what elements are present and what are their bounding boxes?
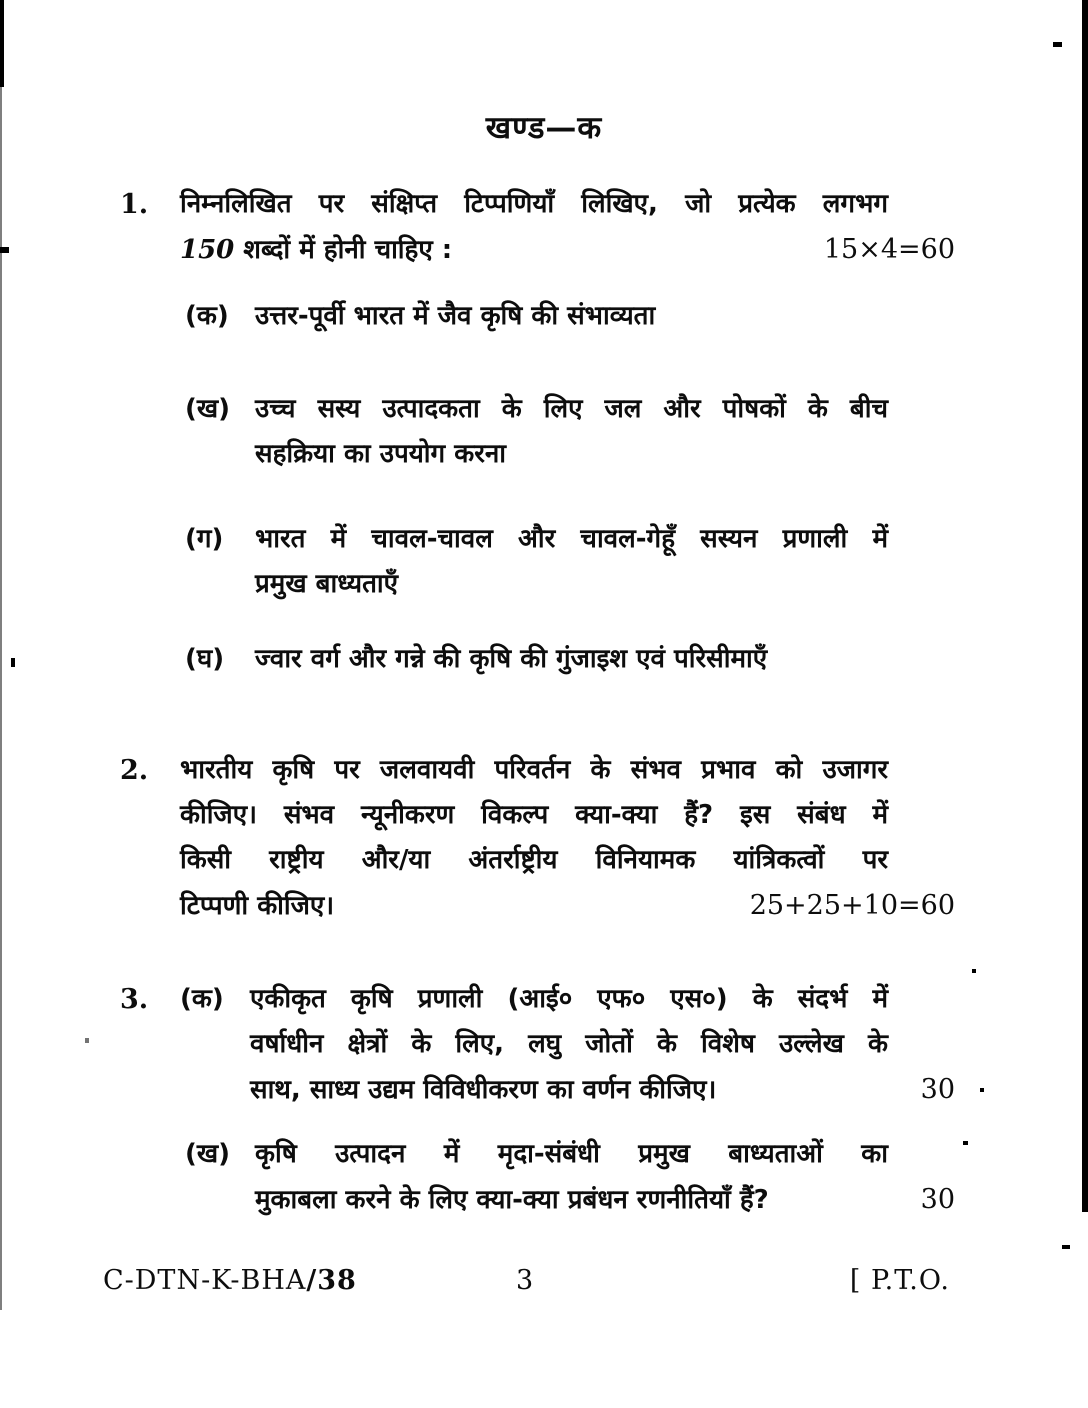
- scan-speck: [1062, 1245, 1070, 1249]
- question-2-marks: 25+25+10=60: [749, 890, 955, 921]
- part-a-label: (क): [185, 301, 229, 331]
- question-2-line1: भारतीय कृषि पर जलवायवी परिवर्तन के संभव प्रभाव को उजागर: [180, 755, 888, 785]
- part-b-label: (ख): [185, 394, 231, 424]
- paper-code: [103, 1264, 357, 1298]
- q3-part-a-line3: साथ, साध्य उद्यम विविधीकरण का वर्णन कीजिए।: [250, 1075, 717, 1105]
- paper-code-prefix: C-DTN-K-BHA: [103, 1265, 307, 1296]
- scan-speck: [11, 658, 15, 667]
- part-a-text: उत्तर-पूर्वी भारत में जैव कृषि की संभाव्यता: [255, 301, 656, 331]
- q3-part-a-line1: एकीकृत कृषि प्रणाली (आई० एफ० एस०) के संदर्भ में: [250, 984, 888, 1014]
- question-3-number: 3.: [120, 984, 149, 1015]
- question-2: [120, 748, 955, 929]
- q3-part-a-line3-row: [250, 1067, 955, 1113]
- q3-part-a-line2: वर्षाधीन क्षेत्रों के लिए, लघु जोतों के विशेष उल्लेख के: [250, 1029, 888, 1059]
- part-c-label: (ग): [185, 524, 224, 554]
- question-3-part-a: [120, 977, 955, 1113]
- part-b-text-line2: सहक्रिया का उपयोग करना: [255, 439, 506, 469]
- question-2-line4-row: [180, 883, 955, 929]
- page-number: 3: [516, 1265, 535, 1296]
- question-1-intro-line2-text: शब्दों में होनी चाहिए :: [243, 235, 453, 265]
- part-c-text-line2: प्रमुख बाध्यताएँ: [255, 569, 399, 599]
- scan-edge-left-bar: [0, 0, 4, 87]
- section-heading: खण्ड—क: [485, 110, 603, 146]
- question-2-line3: किसी राष्ट्रीय और/या अंतर्राष्ट्रीय विनियामक यांत्रिकत्वों पर: [180, 845, 888, 875]
- scan-edge-left-line: [0, 87, 2, 1310]
- q3-part-b-line2: मुकाबला करने के लिए क्या-क्या प्रबंधन रणनीतियाँ हैं?: [255, 1185, 769, 1215]
- scan-speck: [0, 247, 9, 253]
- scan-speck: [1053, 42, 1062, 47]
- q3-part-b-marks: 30: [920, 1184, 955, 1215]
- part-d-label: (घ): [185, 644, 225, 674]
- question-2-number: 2.: [120, 755, 149, 786]
- q3-part-b-label: (ख): [185, 1139, 231, 1169]
- part-b-text-line1: उच्च सस्य उत्पादकता के लिए जल और पोषकों के बीच: [255, 394, 888, 424]
- q3-part-b-line1: कृषि उत्पादन में मृदा-संबंधी प्रमुख बाध्यताओं का: [255, 1139, 888, 1169]
- q3-part-b-line2-row: [255, 1177, 955, 1223]
- paper-code-suffix: /38: [306, 1265, 357, 1296]
- scan-speck: [972, 969, 976, 973]
- scan-speck: [85, 1038, 89, 1043]
- question-1-part-a: [185, 294, 955, 339]
- question-1-intro-line2-row: [180, 227, 955, 273]
- question-1: [120, 182, 955, 273]
- scan-speck: [980, 1088, 984, 1092]
- question-2-line4: टिप्पणी कीजिए।: [180, 891, 335, 921]
- question-1-part-c: [185, 517, 955, 607]
- question-1-marks: 15×4=60: [823, 234, 955, 265]
- q3-part-a-label: (क): [180, 984, 224, 1014]
- q3-part-a-marks: 30: [920, 1074, 955, 1105]
- question-1-part-d: [185, 637, 955, 682]
- word-limit-number: 150: [180, 235, 235, 265]
- scan-speck: [963, 1141, 968, 1145]
- part-c-text-line1: भारत में चावल-चावल और चावल-गेहूँ सस्यन प्रणाली में: [255, 524, 888, 554]
- question-1-part-b: [185, 387, 955, 477]
- part-d-text: ज्वार वर्ग और गन्ने की कृषि की गुंजाइश एवं परिसीमाएँ: [255, 644, 768, 674]
- question-1-intro-line2: [180, 228, 452, 273]
- question-1-intro-line1: निम्नलिखित पर संक्षिप्त टिप्पणियाँ लिखिए, जो प्रत्येक लगभग: [180, 189, 888, 219]
- pto-label: [ P.T.O.: [849, 1265, 950, 1296]
- question-3-part-b: [185, 1132, 955, 1223]
- question-2-line2: कीजिए। संभव न्यूनीकरण विकल्प क्या-क्या हैं? इस संबंध में: [180, 800, 888, 830]
- scan-edge-right-bar: [1082, 0, 1088, 1212]
- question-1-number: 1.: [120, 189, 149, 220]
